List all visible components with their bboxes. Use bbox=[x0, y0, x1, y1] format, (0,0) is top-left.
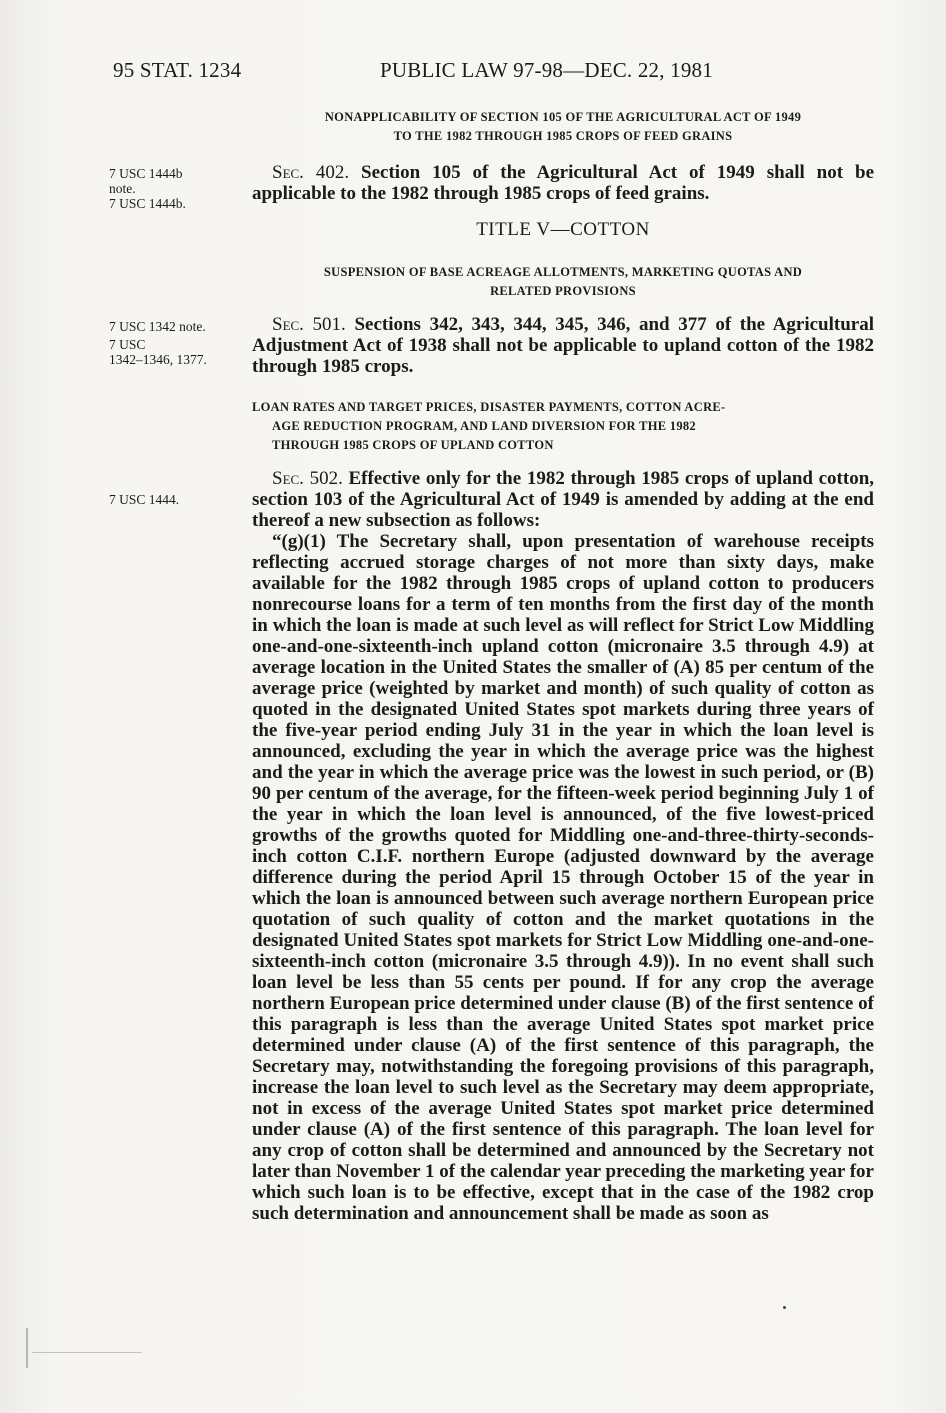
section-502-heading-line-3: THROUGH 1985 CROPS OF UPLAND COTTON bbox=[272, 438, 554, 452]
subsection-g-text: “(g)(1) The Secretary shall, upon presentation of warehouse receipts reflecting accrued storage charges of not more than sixty days, make available for the 1982 through 1985 crops of upland cotton to producers nonrecourse loans for a term of ten months from the first day of the month in which the loan is made at such level as will reflect for Strict Low Middling one-and-one-sixteenth-inch upland cotton (micronaire 3.5 through 4.9) at average location in the United States the smaller of (A) 85 per centum of the average price (weighted by market and month) of such quality of cotton as quoted in the designated United States spot markets during three years of the five-year period ending July 31 in the year in which the loan level is announced, excluding the year in which the average price was the highest and the year in which the average price was the lowest in such period, or (B) 90 per centum of the average, for the fifteen-week period beginning July 1 of the year in which the loan level is announced, of the five lowest-priced growths of the growths quoted for Middling one-and-three-thirty-seconds-inch cotton C.I.F. northern Europe (adjusted downward by the average difference during the period April 15 through October 15 of the year in which the loan is announced between such average northern European price quotation of such quality of cotton and the market quotations in the designated United States spot markets for Strict Low Middling one-and-one-sixteenth-inch cotton (micronaire 3.5 through 4.9)). In no event shall such loan level be less than 55 cents per pound. If for any crop the average northern European price determined under clause (B) of the first sentence of this paragraph is less than the average United States spot market price determined under clause (A) of the first sentence of this paragraph, the Secretary may, notwithstanding the foregoing provisions of this paragraph, increase the loan level to such level as the Secretary may deem appropriate, not in excess of the average United States spot market price determined under clause (A) of the first sentence of this paragraph. The loan level for any crop of cotton shall be determined and announced by the Secretary not later than November 1 of the calendar year preceding the marketing year for which such loan is to be effective, except that in the case of the 1982 crop such determination and announcement shall be made as soon as bbox=[252, 531, 874, 1224]
section-502-heading-line-2: AGE REDUCTION PROGRAM, AND LAND DIVERSION FOR THE 1982 bbox=[272, 419, 696, 433]
section-501-heading-line-2: RELATED PROVISIONS bbox=[490, 284, 636, 298]
section-501-text bbox=[252, 314, 874, 377]
section-label: Sec. 502. bbox=[272, 468, 343, 489]
scan-speck bbox=[783, 1306, 786, 1309]
section-402-text bbox=[252, 162, 874, 204]
margin-citation: 7 USC 1444b bbox=[109, 166, 183, 181]
scan-mark bbox=[26, 1328, 28, 1368]
scan-mark bbox=[32, 1352, 142, 1353]
section-501-heading-line-1: SUSPENSION OF BASE ACREAGE ALLOTMENTS, MARKETING QUOTAS AND bbox=[323, 265, 803, 279]
section-body: Section 105 of the Agricultural Act of 1949 shall not be applicable to the 1982 through 1985 crops of feed grains. bbox=[252, 162, 874, 204]
section-label: Sec. 501. bbox=[272, 314, 346, 335]
section-501-heading bbox=[252, 263, 874, 301]
section-label: Sec. 402. bbox=[272, 162, 350, 183]
title-heading: TITLE V—COTTON bbox=[476, 219, 650, 240]
public-law-header: PUBLIC LAW 97-98—DEC. 22, 1981 bbox=[380, 58, 713, 82]
margin-citation: 1342–1346, 1377. bbox=[109, 352, 207, 367]
section-402-heading-line-2: TO THE 1982 THROUGH 1985 CROPS OF FEED GRAINS bbox=[393, 129, 733, 143]
section-intro: Effective only for the 1982 through 1985 crops of upland cotton, section 103 of the Agricultural Act of 1949 is amended by adding at the end thereof a new subsection as follows: bbox=[252, 468, 875, 531]
section-502-heading-line-1: LOAN RATES AND TARGET PRICES, DISASTER PAYMENTS, COTTON ACRE- bbox=[252, 400, 726, 414]
section-402-heading-line-1: NONAPPLICABILITY OF SECTION 105 OF THE AGRICULTURAL ACT OF 1949 bbox=[324, 110, 802, 124]
margin-citation: 7 USC 1444b. bbox=[109, 196, 186, 211]
margin-citation: 7 USC 1342 note. bbox=[109, 319, 206, 334]
section-502-margin-note bbox=[109, 492, 239, 507]
section-502-heading bbox=[252, 398, 874, 455]
margin-citation: 7 USC 1444. bbox=[109, 492, 180, 507]
section-501-margin-note bbox=[109, 319, 239, 367]
section-402-margin-note bbox=[109, 166, 239, 211]
section-body: Sections 342, 343, 344, 345, 346, and 377 of the Agricultural Adjustment Act of 1938 shall not be applicable to upland cotton of the 1982 through 1985 crops. bbox=[252, 314, 874, 377]
margin-citation: 7 USC bbox=[109, 337, 146, 352]
margin-citation: note. bbox=[109, 181, 136, 196]
section-402-heading bbox=[252, 108, 874, 146]
section-502-text bbox=[252, 468, 874, 1224]
statute-page-number: 95 STAT. 1234 bbox=[113, 58, 242, 82]
